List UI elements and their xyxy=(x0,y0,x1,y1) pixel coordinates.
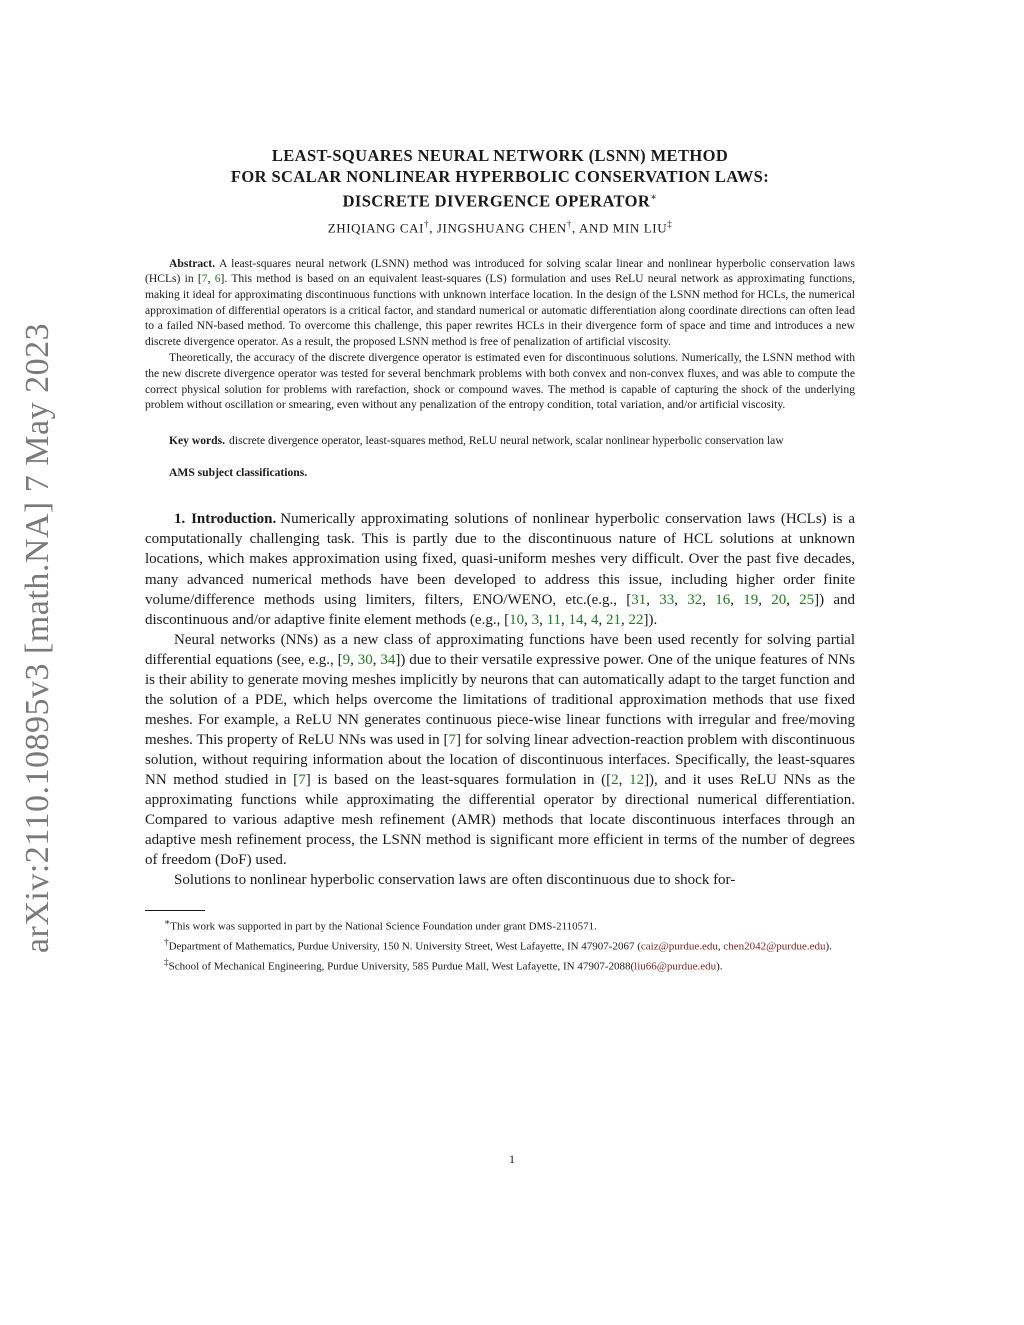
abstract-text-1b: , xyxy=(207,272,215,286)
author-list xyxy=(145,219,855,236)
citation-link[interactable]: 22 xyxy=(628,611,644,628)
title-footnote-mark: ∗ xyxy=(650,192,658,203)
footnote-2 xyxy=(145,935,855,955)
title-line-3-text: DISCRETE DIVERGENCE OPERATOR xyxy=(342,191,651,211)
footnote-3 xyxy=(145,955,855,975)
footnote-3-mark: ‡ xyxy=(164,956,169,967)
citation-link[interactable]: 19 xyxy=(743,591,759,608)
footnote-divider xyxy=(145,910,205,911)
footnote-2-separator: , xyxy=(717,940,724,953)
author-3-mark: ‡ xyxy=(667,218,673,229)
intro-p1-text-b: ]) and discontinuous and/or adaptive finite element methods (e.g., [ xyxy=(145,591,856,628)
citation-link[interactable]: 12 xyxy=(629,771,645,788)
citation-link[interactable]: 7 xyxy=(448,731,456,748)
citation-link[interactable]: 3 xyxy=(531,611,540,628)
ams-classifications xyxy=(145,466,855,479)
citation-link[interactable]: 25 xyxy=(799,591,815,608)
abstract-text-1a: A least-squares neural network (LSNN) method was introduced for solving scalar linear and nonlinear hyperbolic conservation laws (HCLs) in [ xyxy=(145,256,855,286)
citation-group-3: 9, 30, 34 xyxy=(342,651,396,668)
intro-paragraph-3: Solutions to nonlinear hyperbolic conservation laws are often discontinuous due to shock for- xyxy=(174,872,736,889)
section-heading-introduction: 1. Introduction. xyxy=(174,511,277,528)
intro-p2-text-d: ] is based on the least-squares formulation in ([ xyxy=(305,771,612,788)
keywords-text: discrete divergence operator, least-squares method, ReLU neural network, scalar nonlinear hyperbolic conservation law xyxy=(229,433,784,447)
author-1-mark: † xyxy=(424,218,430,229)
citation-link[interactable]: 10 xyxy=(509,611,525,628)
intro-p2-text-e: ]), and it uses ReLU NNs as the approximating functions while approximating the differential operator by directional numerical differentiation. Compared to various adaptive mesh refinement (AMR) methods that locate discontinuous interfaces through an adaptive mesh refinement process, the LSNN method is significant more efficient in terms of the number of degrees of freedom (DoF) used. xyxy=(145,771,856,869)
title-line-3 xyxy=(145,187,855,212)
intro-p2-text-c: ] for solving linear advection-reaction problem with discontinuous solution, without requiring information about the location of discontinuous interfaces. Specifically, the least-squares NN method studied in [ xyxy=(145,731,855,788)
arxiv-identifier-stamp xyxy=(12,322,64,953)
keywords-label: Key words. xyxy=(169,433,226,447)
page-number: 1 xyxy=(509,1152,515,1166)
title-line-2: FOR SCALAR NONLINEAR HYPERBOLIC CONSERVATION LAWS: xyxy=(230,167,770,186)
footnote-1-mark: ∗ xyxy=(164,917,171,928)
footnote-2-mark: † xyxy=(164,936,169,947)
citation-link[interactable]: 11 xyxy=(546,611,562,628)
citation-group-4: 2, 12 xyxy=(611,771,645,788)
intro-p2-text-b: ]) due to their versatile expressive power. One of the unique features of NNs is their ability to generate moving meshes implicitly by neurons that can automatically adapt to the target function and the solution of a PDE, which helps overcome the limitations of traditional approximation methods that use fixed meshes. For example, a ReLU NN generates continuous piece-wise linear functions with irregular and free/moving meshes. This property of ReLU NNs was used in [ xyxy=(145,651,856,748)
intro-p1-text-c: ]). xyxy=(643,611,658,628)
author-3: MIN LIU xyxy=(612,219,668,235)
citation-link[interactable]: 32 xyxy=(687,591,703,608)
footnote-2-end: ). xyxy=(825,940,832,953)
abstract-paragraph-1 xyxy=(145,256,855,350)
citation-link[interactable]: 20 xyxy=(771,591,787,608)
intro-p2-text-a: Neural networks (NNs) as a new class of approximating functions have been used recently for solving partial differential equations (see, e.g., [ xyxy=(145,631,855,668)
author-1: ZHIQIANG CAI xyxy=(327,219,425,235)
abstract-text-1c: ]. This method is based on an equivalent least-squares (LS) formulation and uses ReLU neural network as approximating functions, making it ideal for approximating discontinuous functions with unknown interface location. In the design of the LSNN method for HCLs, the numerical approximation of differential operators is a critical factor, and standard numerical or automatic differentiation along coordinate directions can often lead to a failed NN-based method. To overcome this challenge, this paper rewrites HCLs in their divergence form of space and time and introduces a new discrete divergence operator. As a result, the proposed LSNN method is free of penalization of artificial viscosity. xyxy=(145,272,856,348)
citation-link[interactable]: 2 xyxy=(611,771,619,788)
email-link[interactable]: liu66@purdue.edu xyxy=(634,960,717,973)
footnote-3-end: ). xyxy=(716,960,723,973)
citation-link[interactable]: 34 xyxy=(380,651,396,668)
citation-link[interactable]: 4 xyxy=(591,611,599,628)
intro-paragraph-2 xyxy=(145,630,855,871)
abstract-label: Abstract. xyxy=(169,256,216,270)
citation-link[interactable]: 7 xyxy=(201,272,208,286)
citation-link[interactable]: 30 xyxy=(357,651,373,668)
footnote-1-text: This work was supported in part by the National Science Foundation under grant DMS-2110571. xyxy=(170,920,597,933)
citation-link[interactable]: 14 xyxy=(568,611,584,628)
keywords xyxy=(145,433,855,449)
intro-p1-text-a: Numerically approximating solutions of nonlinear hyperbolic conservation laws (HCLs) is a computationally challenging task. This is partly due to the discontinuous nature of HCL solutions at unknown locations, which makes approximation using fixed, quasi-uniform meshes very difficult. Over the past five decades, many advanced numerical methods have been developed to address this issue, including higher order finite volume/difference methods using limiters, filters, ENO/WENO, etc.(e.g., [ xyxy=(145,511,855,608)
citation-link[interactable]: 21 xyxy=(606,611,622,628)
email-link[interactable]: caiz@purdue.edu xyxy=(640,940,718,953)
paper-page xyxy=(145,145,855,974)
arxiv-identifier-text: arXiv:2110.10895v3 [math.NA] 7 May 2023 xyxy=(19,322,56,953)
citation-group-1: 31, 33, 32, 16, 19, 20, 25 xyxy=(631,591,815,608)
email-link[interactable]: chen2042@purdue.edu xyxy=(723,940,826,953)
paper-title xyxy=(145,145,855,212)
citation-group-2: 10, 3, 11, 14, 4, 21, 22 xyxy=(509,611,644,628)
author-2-mark: † xyxy=(566,218,572,229)
citation-link[interactable]: 6 xyxy=(214,272,221,286)
footnote-1 xyxy=(145,915,855,935)
title-line-1: LEAST-SQUARES NEURAL NETWORK (LSNN) METHOD xyxy=(271,146,729,165)
citation-link[interactable]: 31 xyxy=(631,591,647,608)
intro-paragraph-1 xyxy=(145,509,855,629)
abstract-paragraph-2: Theoretically, the accuracy of the discrete divergence operator is estimated even for discontinuous solutions. Numerically, the LSNN method with the new discrete divergence operator was tested for several benchmark problems with both convex and non-convex fluxes, and was able to compute the correct physical solution for problems with rarefaction, shock or compound waves. The method is capable of capturing the shock of the underlying problem without oscillation or smearing, even without any penalization of the entropy condition, total variation, and/or artificial viscosity. xyxy=(145,351,855,412)
ams-label: AMS subject classifications. xyxy=(169,466,308,480)
citation-link[interactable]: 9 xyxy=(342,651,351,668)
footnote-3-text: School of Mechanical Engineering, Purdue University, 585 Purdue Mall, West Lafayette, IN 47907-2088( xyxy=(168,960,635,973)
citation-link[interactable]: 16 xyxy=(715,591,731,608)
author-separator-2: , AND xyxy=(571,219,613,235)
author-2: JINGSHUANG CHEN xyxy=(436,219,567,235)
footnote-2-text: Department of Mathematics, Purdue University, 150 N. University Street, West Lafayette, IN 47907-2067 ( xyxy=(168,940,641,953)
author-separator-1: , xyxy=(429,219,437,235)
citation-link[interactable]: 7 xyxy=(298,771,306,788)
citation-link[interactable]: 33 xyxy=(659,591,675,608)
